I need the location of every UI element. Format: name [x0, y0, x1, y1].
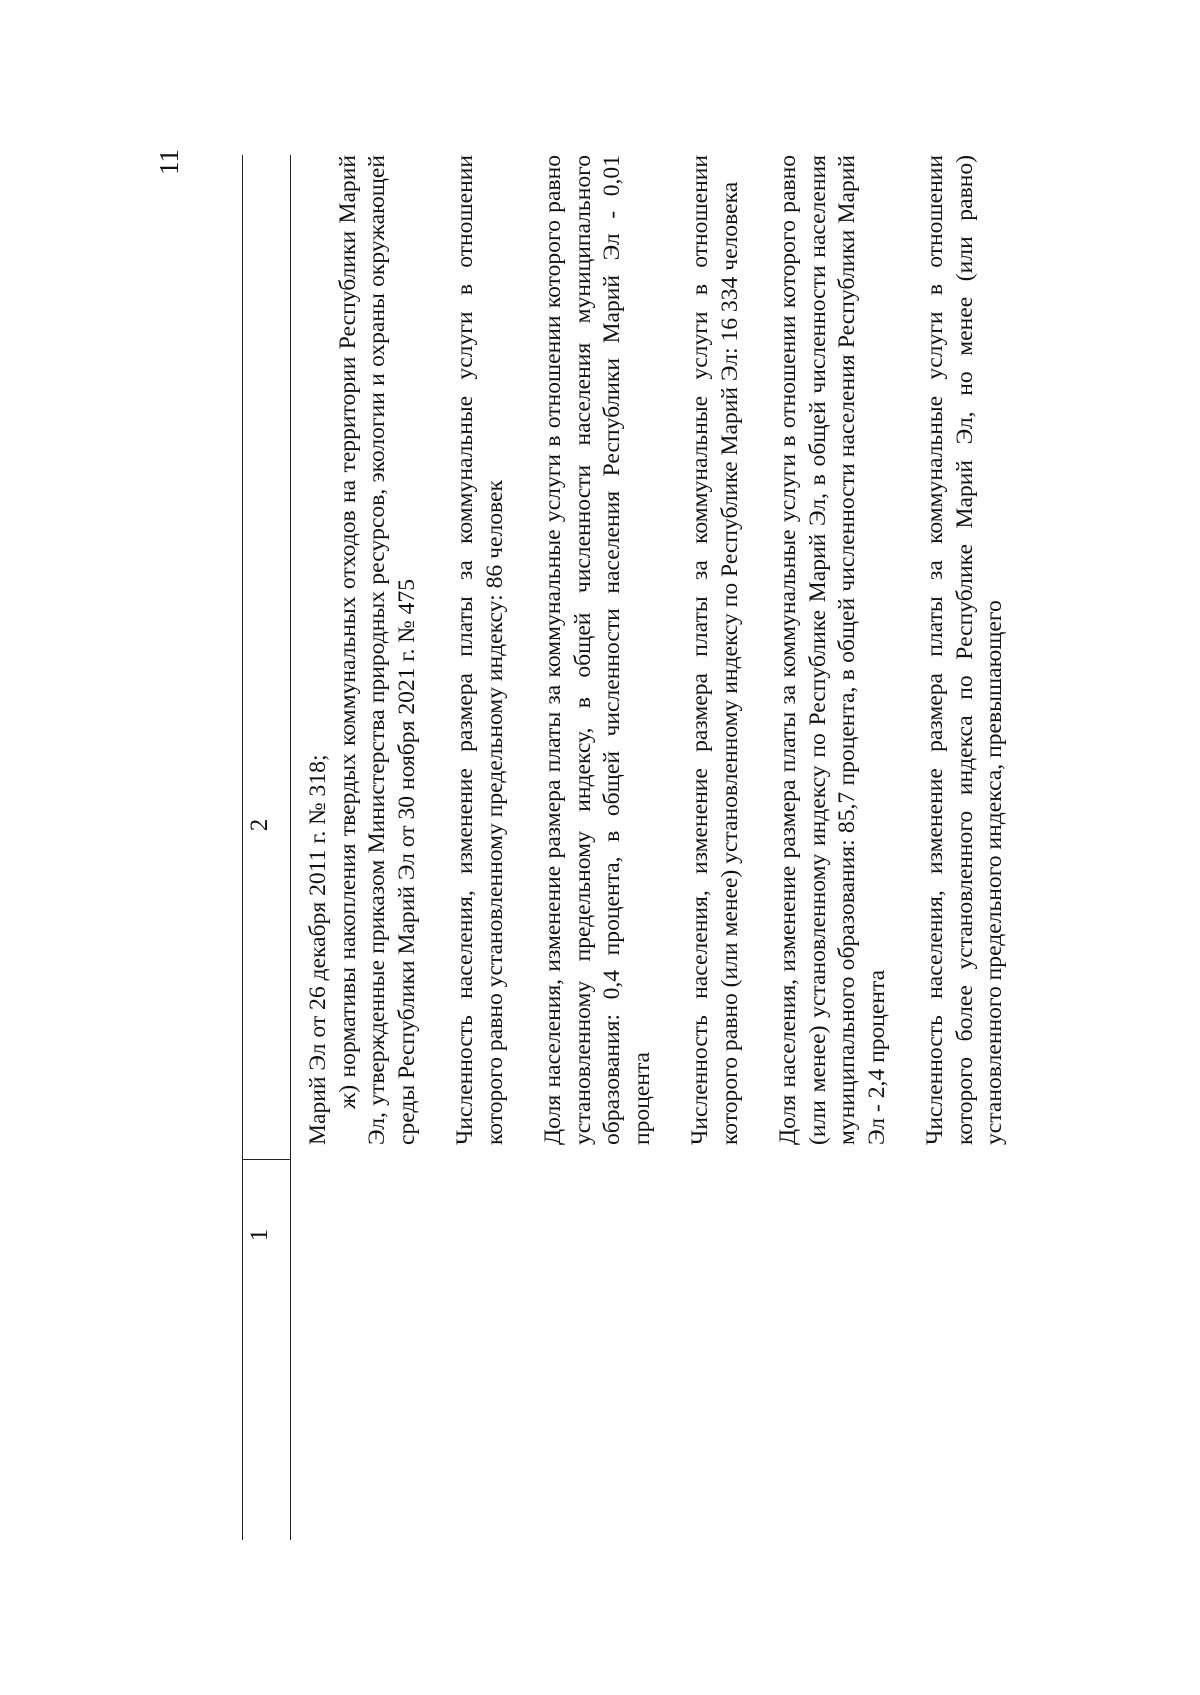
table-header-border	[290, 155, 291, 1540]
column-2-header: 2	[246, 818, 273, 832]
header-column-divider	[242, 1159, 290, 1160]
rotated-page-content	[154, 149, 1172, 1540]
page-number: 11	[154, 149, 184, 175]
paragraph-population-equal-limit: Численность населения, изменение размера платы за коммунальные услуги в отношении которого равно установленному предельному индексу: 86 человек	[452, 155, 508, 1145]
paragraph-share-equal-limit: Доля населения, изменение размера платы за коммунальные услуги в отношении которого равно установленному предельному индексу, в общей численности населения муниципального образования: 0,4 процента, в общей численности населения Республики Марий Эл - 0,01 процента	[540, 155, 655, 1145]
column-2-content	[304, 155, 1010, 1145]
paragraph-share-equal-or-less: Доля населения, изменение размера платы за коммунальные услуги в отношении которого равно (или менее) установленному индексу по Республике Марий Эл, в общей численности населения муниципального образования: 85,7 процента, в общей численности населения Республики Марий Эл - 2,4 процента	[775, 155, 890, 1145]
paragraph-decree-ref: Марий Эл от 26 декабря 2011 г. № 318;	[305, 754, 331, 1145]
paragraph-population-equal-or-less: Численность населения, изменение размера платы за коммунальные услуги в отношении которого равно (или менее) установленному индексу по Республике Марий Эл: 16 334 человека	[687, 155, 743, 1145]
column-1-header: 1	[246, 1228, 273, 1242]
paragraph-waste-norms: ж) нормативы накопления твердых коммунальных отходов на территории Республики Марий Эл, утвержденные приказом Министерства природных ресурсов, экологии и охраны окружающей среды Республики Марий Эл от 30 ноября 2021 г. № 475	[334, 155, 420, 1145]
table-top-border	[242, 155, 243, 1540]
paragraph-population-above-index: Численность населения, изменение размера платы за коммунальные услуги в отношении которого более установленного индекса по Республике Марий Эл, но менее (или равно) установленного предельного индекса, превышающего	[922, 155, 1007, 1145]
